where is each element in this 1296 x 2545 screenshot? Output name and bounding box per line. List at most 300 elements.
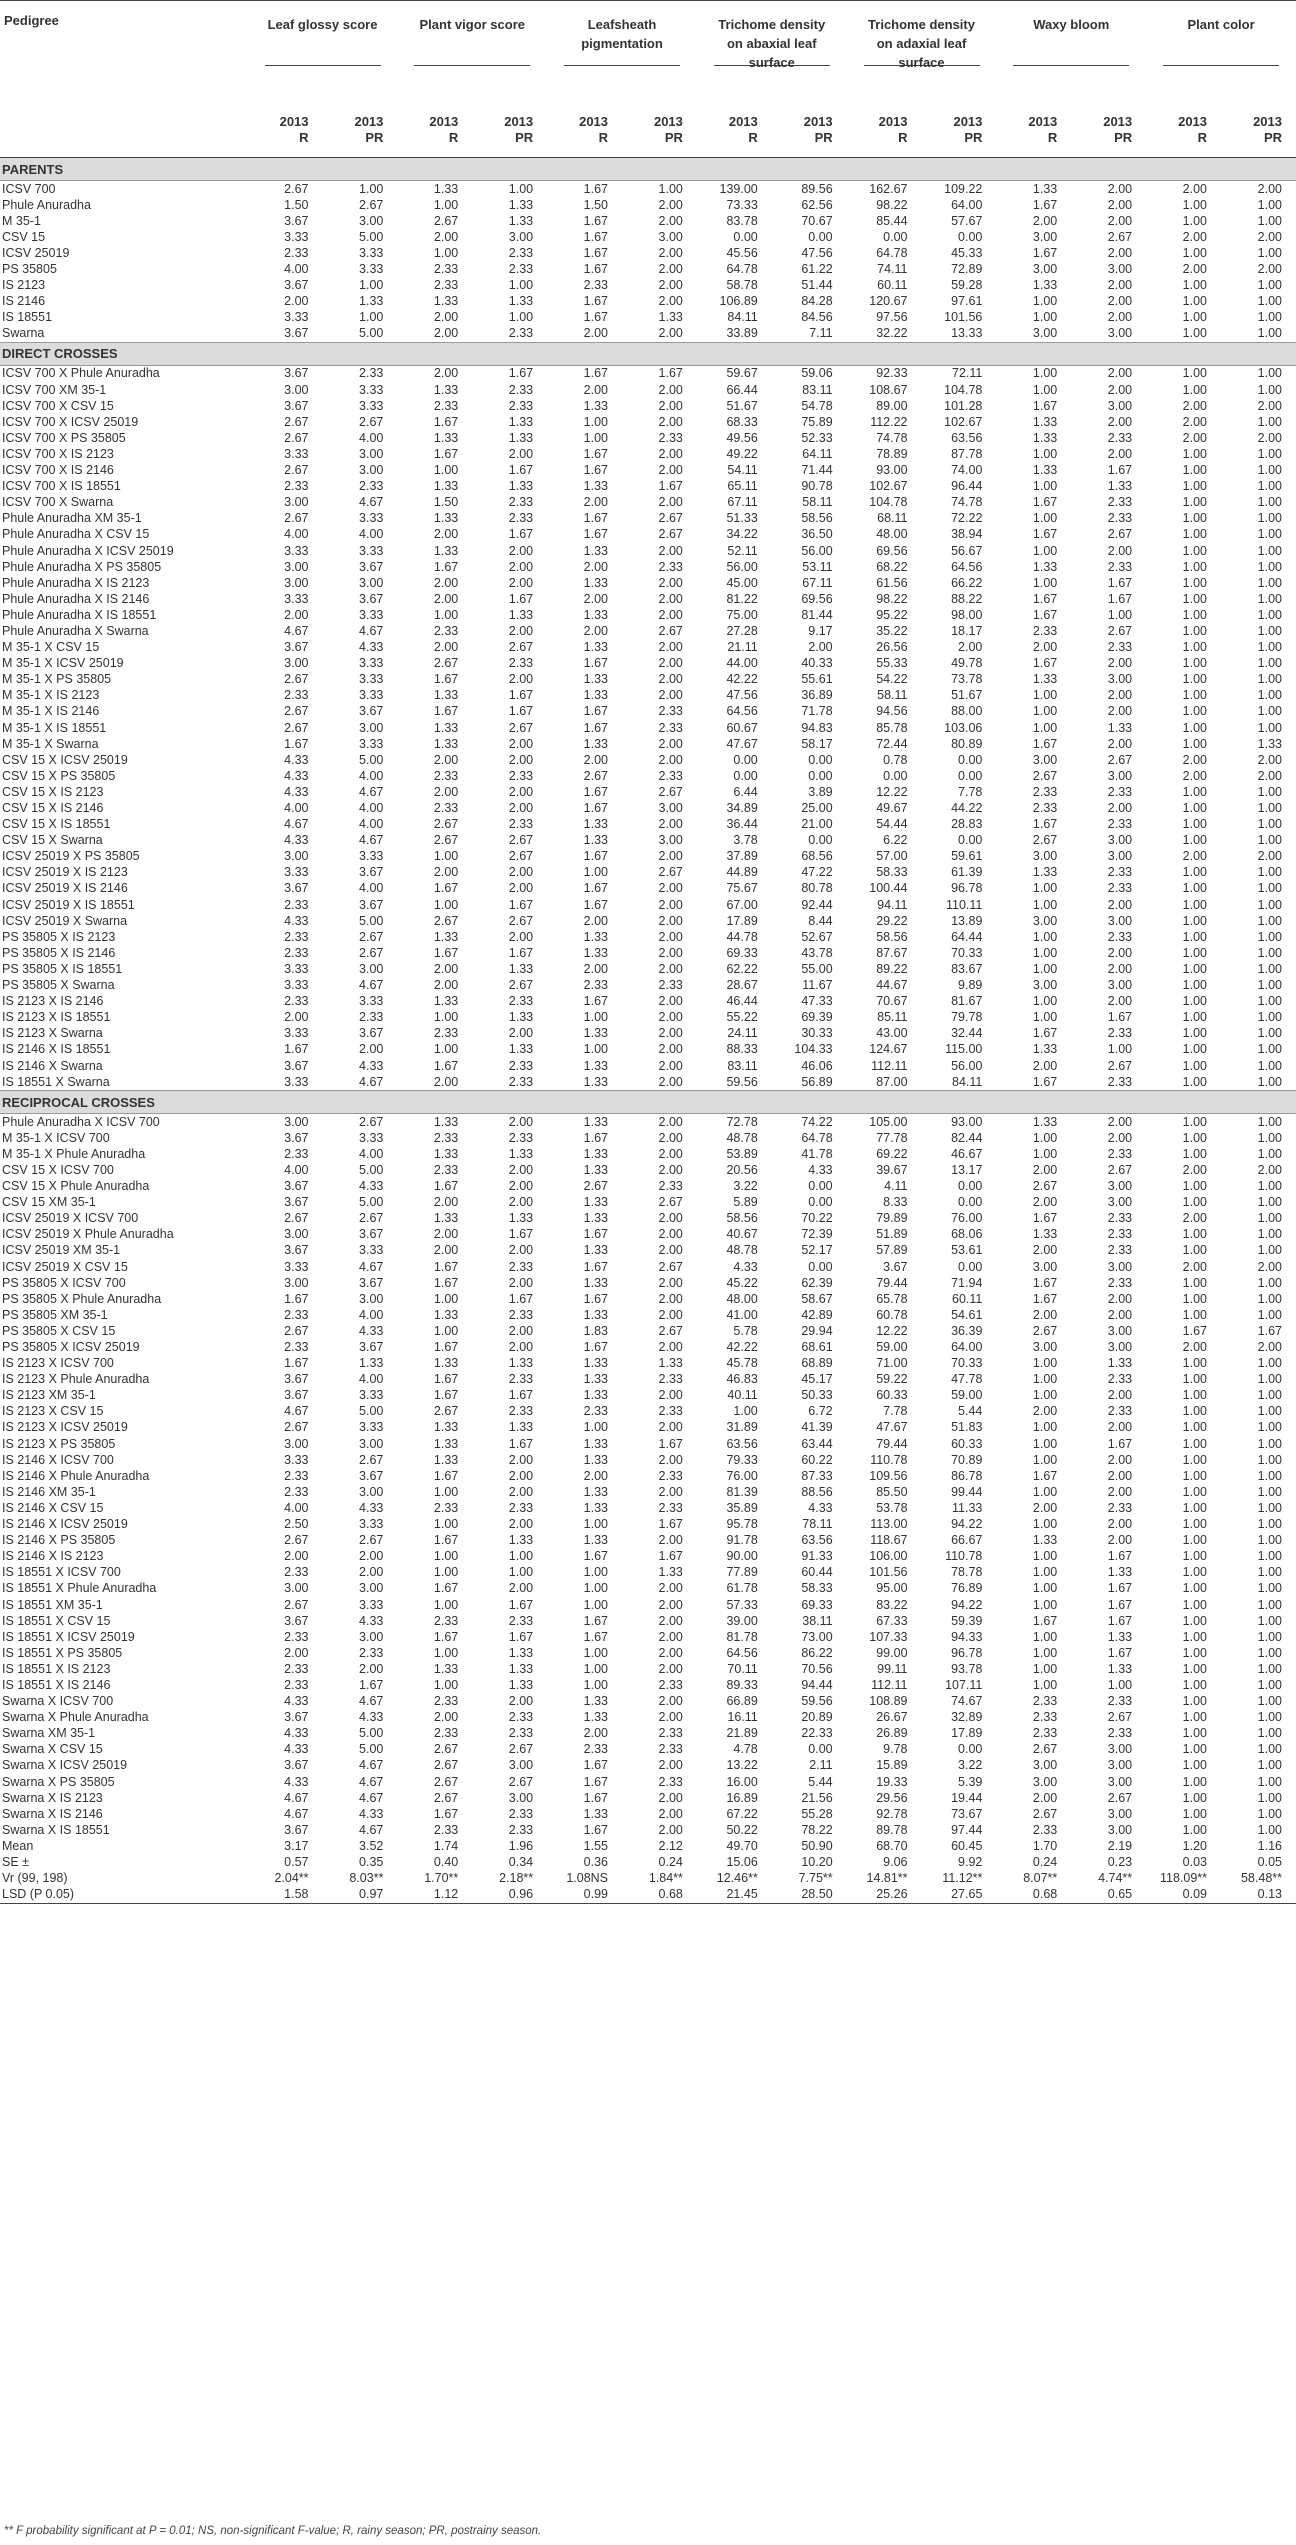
- cell-value: 2.00: [508, 543, 534, 558]
- season-header: [547, 103, 622, 158]
- cell-value: 0.68: [622, 1887, 697, 1904]
- cell-value: 3.33: [284, 310, 309, 325]
- cell-value: 73.78: [951, 672, 983, 687]
- cell-value: 94.56: [876, 704, 908, 719]
- cell-value: 1.00: [1032, 511, 1058, 526]
- cell-value: 81.39: [726, 1484, 758, 1499]
- cell-value: 3.33: [359, 1130, 384, 1145]
- cell-value: 7.75**: [798, 1871, 833, 1886]
- cell-value: 3.00: [1107, 1806, 1133, 1821]
- cell-value: 2.00: [1032, 640, 1058, 655]
- cell-value: 2.33: [508, 1372, 534, 1387]
- cell-value: 1.67: [1107, 1010, 1133, 1025]
- cell-value: 2.00: [1182, 1340, 1208, 1355]
- cell-value: 2.33: [658, 1774, 683, 1789]
- cell-value: 1.33: [583, 543, 609, 558]
- cell-value: 36.89: [801, 688, 833, 703]
- row-label: Phule Anuradha X CSV 15: [2, 527, 150, 542]
- cell-value: 1.00: [508, 278, 534, 293]
- row-label: Phule Anuradha: [2, 197, 91, 212]
- cell-value: 1.33: [583, 1372, 609, 1387]
- row-label: ICSV 700 X PS 35805: [2, 430, 126, 445]
- cell-value: 1.33: [508, 213, 534, 228]
- cell-value: 2.19: [1107, 1838, 1133, 1853]
- cell-value: 4.33: [359, 1613, 384, 1628]
- cell-value: 1.00: [1257, 1388, 1282, 1403]
- cell-value: 3.00: [1032, 849, 1058, 864]
- group-header: [697, 1, 847, 103]
- cell-value: 2.00: [1107, 366, 1133, 381]
- cell-value: 5.44: [808, 1774, 833, 1789]
- cell-value: 1.33: [583, 575, 609, 590]
- cell-value: 1.33: [1107, 1629, 1133, 1644]
- row-label: Swarna X IS 2146: [2, 1806, 103, 1821]
- cell-value: 1.00: [1182, 1404, 1208, 1419]
- row-label: Swarna X IS 2123: [2, 1790, 103, 1805]
- cell-value: 2.00: [1107, 1420, 1133, 1435]
- cell-value: 2.33: [508, 1710, 534, 1725]
- cell-value: 2.33: [658, 1726, 683, 1741]
- cell-value: 49.67: [876, 801, 908, 816]
- cell-value: 1.00: [1182, 1227, 1208, 1242]
- cell-value: 49.78: [951, 656, 983, 671]
- cell-value: 3.33: [359, 736, 384, 751]
- cell-value: 1.00: [1182, 326, 1208, 341]
- cell-value: 1.00: [583, 1010, 609, 1025]
- cell-value: 2.33: [1032, 801, 1058, 816]
- season-year: 2013: [429, 114, 459, 129]
- cell-value: 42.22: [726, 672, 758, 687]
- cell-value: 2.00: [1257, 398, 1282, 413]
- cell-value: 2.33: [359, 366, 384, 381]
- cell-value: 2.67: [284, 511, 309, 526]
- row-label: Phule Anuradha X IS 2123: [2, 575, 150, 590]
- cell-value: 3.33: [359, 1243, 384, 1258]
- cell-value: 2.33: [658, 768, 683, 783]
- cell-value: 2.33: [508, 1074, 534, 1089]
- cell-value: 2.00: [508, 559, 534, 574]
- group-header: [397, 1, 547, 103]
- cell-value: 1.00: [433, 1323, 459, 1338]
- cell-value: 1.67: [1032, 736, 1058, 751]
- cell-value: 1.00: [1257, 913, 1282, 928]
- row-label: ICSV 700 X IS 2123: [2, 446, 114, 461]
- cell-value: 0.00: [958, 1195, 983, 1210]
- cell-value: 1.33: [1032, 278, 1058, 293]
- cell-value: 1.33: [433, 1661, 459, 1676]
- cell-value: 2.67: [284, 430, 309, 445]
- cell-value: 4.00: [359, 1307, 384, 1322]
- cell-value: 43.78: [801, 945, 833, 960]
- cell-value: 2.00: [1107, 1114, 1133, 1129]
- cell-value: 2.33: [508, 398, 534, 413]
- cell-value: 2.00: [583, 326, 609, 341]
- cell-value: 2.00: [284, 607, 309, 622]
- cell-value: 1.67: [284, 1356, 309, 1371]
- cell-value: 2.00: [433, 591, 459, 606]
- season-year: 2013: [953, 114, 983, 129]
- cell-value: 1.00: [433, 463, 459, 478]
- row-label: IS 2123 X Swarna: [2, 1026, 103, 1041]
- cell-value: 1.33: [433, 294, 459, 309]
- cell-value: 1.00: [1182, 1146, 1208, 1161]
- cell-value: 1.67: [433, 945, 459, 960]
- cell-value: 1.67: [1107, 1581, 1133, 1596]
- cell-value: 2.33: [284, 1629, 309, 1644]
- cell-value: 1.67: [1032, 1211, 1058, 1226]
- cell-value: 1.67: [658, 1436, 683, 1451]
- cell-value: 4.33: [808, 1500, 833, 1515]
- row-label: IS 2146 X ICSV 25019: [2, 1517, 128, 1532]
- cell-value: 1.00: [1182, 1517, 1208, 1532]
- cell-value: 1.67: [583, 1227, 609, 1242]
- cell-value: 63.44: [801, 1436, 833, 1451]
- cell-value: 2.00: [658, 1484, 683, 1499]
- cell-value: 83.78: [726, 213, 758, 228]
- season-code: PR: [814, 130, 833, 145]
- cell-value: 19.33: [876, 1774, 908, 1789]
- cell-value: 1.67: [433, 1388, 459, 1403]
- cell-value: 1.00: [433, 1645, 459, 1660]
- cell-value: 66.22: [951, 575, 983, 590]
- cell-value: 2.00: [284, 294, 309, 309]
- cell-value: 100.44: [869, 881, 908, 896]
- cell-value: 1.55: [583, 1838, 609, 1853]
- cell-value: 108.67: [869, 382, 908, 397]
- cell-value: 2.33: [508, 994, 534, 1009]
- cell-value: 2.00: [658, 1010, 683, 1025]
- cell-value: 6.44: [733, 784, 758, 799]
- cell-value: 24.11: [727, 1026, 758, 1041]
- cell-value: 1.84**: [648, 1871, 683, 1886]
- table-row: [0, 1484, 1296, 1500]
- cell-value: 2.67: [433, 913, 459, 928]
- season-year: 2013: [279, 114, 309, 129]
- cell-value: 1.33: [1032, 181, 1058, 196]
- cell-value: 48.78: [726, 1130, 758, 1145]
- cell-value: 106.89: [719, 294, 758, 309]
- table-row: [0, 640, 1296, 656]
- cell-value: 59.56: [801, 1694, 833, 1709]
- row-label: M 35-1 X IS 18551: [2, 720, 107, 735]
- cell-value: 3.00: [284, 1436, 309, 1451]
- cell-value: 1.00: [1257, 881, 1282, 896]
- cell-value: 2.33: [284, 1340, 309, 1355]
- cell-value: 1.67: [1032, 591, 1058, 606]
- cell-value: 2.00: [658, 672, 683, 687]
- table-row: [0, 1710, 1296, 1726]
- cell-value: 97.61: [951, 294, 983, 309]
- table-row: [0, 1613, 1296, 1629]
- cell-value: 85.78: [876, 720, 908, 735]
- cell-value: 2.00: [508, 672, 534, 687]
- cell-value: 90.00: [726, 1549, 758, 1564]
- cell-value: 1.50: [583, 197, 609, 212]
- cell-value: 3.67: [284, 1822, 309, 1837]
- cell-value: 118.67: [870, 1533, 908, 1548]
- row-label: IS 2146 X Swarna: [2, 1058, 103, 1073]
- cell-value: 0.00: [958, 1259, 983, 1274]
- cell-value: 2.33: [359, 1010, 384, 1025]
- cell-value: 1.00: [1182, 1356, 1208, 1371]
- cell-value: 1.67: [583, 1613, 609, 1628]
- cell-value: 20.89: [801, 1710, 833, 1725]
- cell-value: 2.33: [284, 929, 309, 944]
- cell-value: 1.08NS: [566, 1871, 609, 1886]
- cell-value: 1.00: [1182, 929, 1208, 944]
- cell-value: 74.00: [951, 463, 983, 478]
- cell-value: 2.33: [508, 1613, 534, 1628]
- cell-value: 1.00: [1032, 1130, 1058, 1145]
- row-label: IS 18551 XM 35-1: [2, 1597, 103, 1612]
- cell-value: 8.33: [883, 1195, 908, 1210]
- cell-value: 1.33: [508, 1010, 534, 1025]
- cell-value: 48.78: [726, 1243, 758, 1258]
- cell-value: 2.00: [1032, 1790, 1058, 1805]
- cell-value: 2.00: [658, 1211, 683, 1226]
- cell-value: 47.56: [726, 688, 758, 703]
- cell-value: 0.00: [958, 768, 983, 783]
- cell-value: 70.67: [876, 994, 908, 1009]
- cell-value: 67.11: [727, 495, 758, 510]
- cell-value: 1.00: [1182, 479, 1208, 494]
- cell-value: 0.00: [883, 768, 908, 783]
- row-label: IS 2146: [2, 294, 46, 309]
- cell-value: 2.00: [658, 382, 683, 397]
- cell-value: 1.67: [1032, 1275, 1058, 1290]
- cell-value: 1.33: [1032, 1114, 1058, 1129]
- cell-value: 110.78: [870, 1452, 908, 1467]
- cell-value: 52.17: [801, 1243, 833, 1258]
- cell-value: 2.00: [658, 463, 683, 478]
- cell-value: 1.67: [508, 1291, 534, 1306]
- cell-value: 87.67: [876, 945, 908, 960]
- cell-value: 2.33: [1107, 559, 1133, 574]
- cell-value: 7.78: [883, 1404, 908, 1419]
- cell-value: 3.67: [284, 1710, 309, 1725]
- cell-value: 1.00: [1182, 897, 1208, 912]
- cell-value: 2.67: [284, 672, 309, 687]
- cell-value: 2.00: [508, 1452, 534, 1467]
- row-label: CSV 15 X IS 2146: [2, 801, 104, 816]
- cell-value: 54.78: [801, 398, 833, 413]
- cell-value: 1.00: [433, 1565, 459, 1580]
- cell-value: 2.00: [284, 1010, 309, 1025]
- cell-value: 1.00: [1032, 1677, 1058, 1692]
- cell-value: 1.33: [508, 414, 534, 429]
- table-row: [0, 994, 1296, 1010]
- cell-value: 3.33: [284, 591, 309, 606]
- group-header-label: Plant color: [1163, 15, 1279, 66]
- cell-value: 1.00: [1257, 945, 1282, 960]
- table-row: [0, 511, 1296, 527]
- cell-value: 1.33: [433, 688, 459, 703]
- cell-value: 3.89: [808, 784, 833, 799]
- cell-value: 1.00: [1257, 672, 1282, 687]
- cell-value: 2.00: [508, 736, 534, 751]
- cell-value: 112.11: [871, 1677, 908, 1692]
- cell-value: 1.00: [1182, 672, 1208, 687]
- cell-value: 4.67: [359, 623, 384, 638]
- cell-value: 59.61: [951, 849, 983, 864]
- season-header: [1071, 103, 1146, 158]
- cell-value: 68.89: [801, 1356, 833, 1371]
- cell-value: 2.33: [433, 1026, 459, 1041]
- cell-value: 1.33: [433, 1211, 459, 1226]
- cell-value: 13.22: [726, 1758, 758, 1773]
- cell-value: 1.33: [508, 1042, 534, 1057]
- cell-value: 2.00: [508, 1162, 534, 1177]
- cell-value: 1.00: [1257, 1227, 1282, 1242]
- cell-value: 44.89: [726, 865, 758, 880]
- cell-value: 47.67: [876, 1420, 908, 1435]
- cell-value: 2.67: [1107, 1710, 1133, 1725]
- cell-value: 2.33: [658, 1742, 683, 1757]
- cell-value: 1.00: [1182, 1806, 1208, 1821]
- cell-value: 36.44: [726, 817, 758, 832]
- table-row: [0, 704, 1296, 720]
- cell-value: 2.00: [508, 1340, 534, 1355]
- cell-value: 2.00: [658, 929, 683, 944]
- cell-value: 3.33: [359, 543, 384, 558]
- season-code: R: [448, 130, 459, 145]
- cell-value: 4.67: [359, 784, 384, 799]
- cell-value: 1.00: [359, 181, 384, 196]
- cell-value: 1.50: [284, 197, 309, 212]
- cell-value: 57.89: [876, 1243, 908, 1258]
- cell-value: 1.00: [1257, 1790, 1282, 1805]
- cell-value: 2.00: [658, 495, 683, 510]
- cell-value: 1.00: [1182, 736, 1208, 751]
- cell-value: 2.33: [433, 1613, 459, 1628]
- cell-value: 0.24: [1032, 1855, 1058, 1870]
- cell-value: 1.33: [583, 1533, 609, 1548]
- cell-value: 2.67: [359, 1211, 384, 1226]
- cell-value: 98.22: [876, 591, 908, 606]
- cell-value: 105.00: [869, 1114, 908, 1129]
- row-label: Swarna X ICSV 700: [2, 1694, 114, 1709]
- table-row: [0, 961, 1296, 977]
- cell-value: 1.00: [433, 197, 459, 212]
- cell-value: 3.00: [284, 1275, 309, 1290]
- cell-value: 48.00: [726, 1291, 758, 1306]
- cell-value: 2.00: [508, 752, 534, 767]
- row-label: ICSV 25019 X PS 35805: [2, 849, 140, 864]
- cell-value: 1.00: [1257, 1356, 1282, 1371]
- cell-value: 51.67: [951, 688, 983, 703]
- cell-value: 1.00: [733, 1404, 758, 1419]
- cell-value: 1.00: [1182, 1500, 1208, 1515]
- cell-value: 1.00: [1257, 310, 1282, 325]
- cell-value: 1.00: [1182, 865, 1208, 880]
- table-row: [0, 446, 1296, 462]
- cell-value: 1.67: [583, 366, 609, 381]
- cell-value: 1.00: [1182, 1042, 1208, 1057]
- cell-value: 2.00: [508, 1179, 534, 1194]
- row-label: PS 35805 X ICSV 700: [2, 1275, 126, 1290]
- table-row: [0, 1436, 1296, 1452]
- cell-value: 2.00: [508, 575, 534, 590]
- row-label: PS 35805: [2, 262, 57, 277]
- cell-value: 4.00: [359, 881, 384, 896]
- cell-value: 2.33: [284, 897, 309, 912]
- cell-value: 0.00: [958, 833, 983, 848]
- cell-value: 2.00: [508, 446, 534, 461]
- cell-value: 7.11: [809, 326, 833, 341]
- cell-value: 4.67: [359, 1074, 384, 1089]
- cell-value: 2.00: [1107, 414, 1133, 429]
- row-label: ICSV 700 XM 35-1: [2, 382, 107, 397]
- cell-value: 2.67: [433, 817, 459, 832]
- cell-value: 109.56: [869, 1468, 908, 1483]
- cell-value: 75.67: [726, 881, 758, 896]
- cell-value: 1.67: [508, 1436, 534, 1451]
- cell-value: 3.67: [284, 1372, 309, 1387]
- row-label: PS 35805 X IS 18551: [2, 961, 123, 976]
- cell-value: 72.44: [876, 736, 908, 751]
- cell-value: 9.06: [883, 1855, 908, 1870]
- cell-value: 101.56: [869, 1565, 908, 1580]
- cell-value: 0.00: [733, 229, 758, 244]
- cell-value: 2.33: [508, 1404, 534, 1419]
- cell-value: 2.67: [1032, 1742, 1058, 1757]
- cell-value: 71.78: [801, 704, 833, 719]
- cell-value: 5.00: [359, 1726, 384, 1741]
- row-label: PS 35805 X CSV 15: [2, 1323, 116, 1338]
- cell-value: 1.67: [433, 446, 459, 461]
- cell-value: 3.00: [284, 575, 309, 590]
- cell-value: 74.78: [951, 495, 983, 510]
- cell-value: 58.56: [801, 511, 833, 526]
- cell-value: 4.67: [359, 1822, 384, 1837]
- cell-value: 2.00: [1107, 1307, 1133, 1322]
- cell-value: 58.48**: [1240, 1871, 1282, 1886]
- cell-value: 2.04**: [274, 1871, 309, 1886]
- cell-value: 1.67: [1107, 1436, 1133, 1451]
- cell-value: 1.00: [1182, 1058, 1208, 1073]
- cell-value: 3.00: [284, 656, 309, 671]
- season-year: 2013: [728, 114, 758, 129]
- cell-value: 1.00: [1032, 382, 1058, 397]
- cell-value: 1.58: [248, 1887, 323, 1904]
- table-row: [0, 1452, 1296, 1468]
- cell-value: 50.22: [726, 1822, 758, 1837]
- season-year: 2013: [653, 114, 683, 129]
- cell-value: 2.33: [1032, 1694, 1058, 1709]
- cell-value: 90.78: [801, 479, 833, 494]
- cell-value: 3.33: [359, 398, 384, 413]
- cell-value: 2.67: [433, 1758, 459, 1773]
- cell-value: 1.00: [1257, 1597, 1282, 1612]
- cell-value: 1.67: [508, 591, 534, 606]
- cell-value: 1.00: [1257, 607, 1282, 622]
- cell-value: 1.00: [583, 1677, 609, 1692]
- cell-value: 1.33: [1107, 1661, 1133, 1676]
- table-row: [0, 1307, 1296, 1323]
- cell-value: 69.22: [876, 1146, 908, 1161]
- cell-value: 4.33: [359, 1323, 384, 1338]
- season-year: 2013: [1028, 114, 1058, 129]
- cell-value: 2.00: [583, 1468, 609, 1483]
- cell-value: 2.00: [1107, 1533, 1133, 1548]
- cell-value: 2.00: [1257, 768, 1282, 783]
- row-label: ICSV 700 X IS 18551: [2, 479, 121, 494]
- table-row: [0, 1211, 1296, 1227]
- cell-value: 4.00: [284, 527, 309, 542]
- season-header: [622, 103, 697, 158]
- cell-value: 2.00: [1182, 768, 1208, 783]
- cell-value: 1.00: [1182, 1026, 1208, 1041]
